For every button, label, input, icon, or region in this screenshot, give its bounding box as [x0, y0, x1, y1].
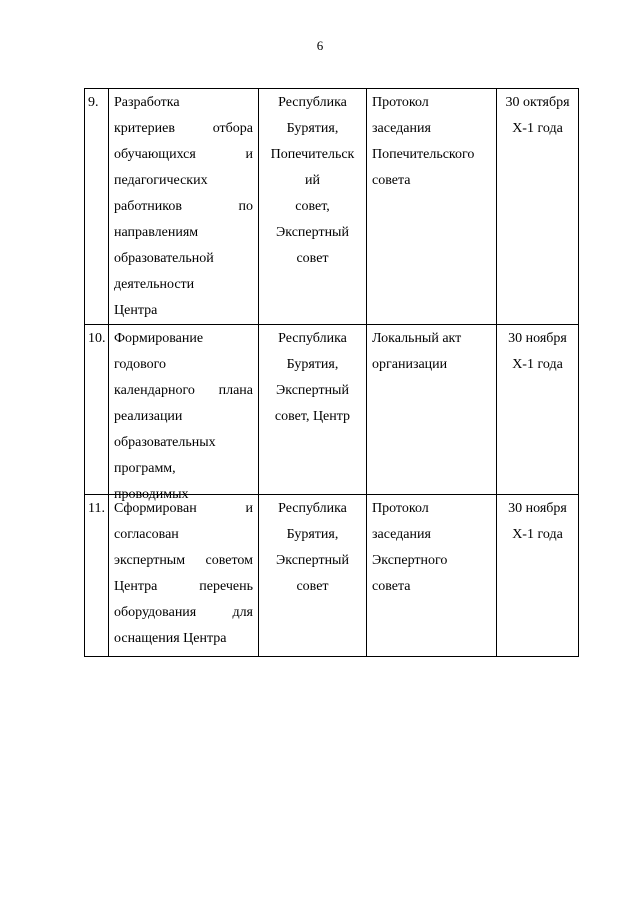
level-cell [259, 325, 367, 495]
document-cell [367, 325, 497, 495]
level-line: совет [296, 579, 329, 594]
document-line: Протокол [372, 95, 429, 110]
row-number: 10. [85, 325, 109, 495]
task-line: деятельности [114, 277, 195, 292]
level-line: Бурятия, [286, 357, 339, 372]
task-line: работников по [114, 199, 253, 214]
level-cell [259, 89, 367, 325]
deadline-line: 30 ноября [508, 501, 567, 516]
level-line: совет [296, 251, 329, 266]
task-line: согласован [114, 527, 179, 542]
level-line: Республика [278, 95, 347, 110]
row-number: 11. [85, 495, 109, 657]
document-line: совета [372, 579, 411, 594]
level-line: Экспертный [276, 553, 349, 568]
task-line: экспертным советом [114, 553, 253, 568]
document-line: заседания [372, 527, 431, 542]
deadline-cell [497, 325, 579, 495]
task-line: проводимых [114, 487, 189, 502]
cell-bottom-spacer [114, 652, 253, 656]
task-line: критериев отбора [114, 121, 253, 136]
level-cell [259, 495, 367, 657]
deadline-line: Х-1 года [512, 121, 563, 136]
level-line: Республика [278, 501, 347, 516]
document-line: Экспертного [372, 553, 448, 568]
task-line: Центра перечень [114, 579, 253, 594]
level-line: Республика [278, 331, 347, 346]
level-line: ий [305, 173, 320, 188]
task-line: обучающихся и [114, 147, 253, 162]
task-line: Центра [114, 303, 158, 318]
task-line: календарного плана [114, 383, 253, 398]
level-line: Экспертный [276, 225, 349, 240]
document-cell [367, 495, 497, 657]
document-line: совета [372, 173, 411, 188]
task-line: образовательной [114, 251, 214, 266]
level-line: Бурятия, [286, 121, 339, 136]
document-line: заседания [372, 121, 431, 136]
task-line: направлениям [114, 225, 199, 240]
task-line: оборудования для [114, 605, 253, 620]
row-number: 9. [85, 89, 109, 325]
document-line: Протокол [372, 501, 429, 516]
task-line: программ, [114, 461, 176, 476]
deadline-line: 30 октября [505, 95, 570, 110]
level-line: Экспертный [276, 383, 349, 398]
page-number: 6 [316, 38, 324, 53]
task-cell [109, 495, 259, 657]
document-line: Локальный акт [372, 331, 462, 346]
document-line: организации [372, 357, 448, 372]
task-line: оснащения Центра [114, 631, 227, 646]
task-line: реализации [114, 409, 183, 424]
table-row [85, 495, 579, 657]
document-cell [367, 89, 497, 325]
level-line: совет, [295, 199, 330, 214]
table-row [85, 325, 579, 495]
table-row [85, 89, 579, 325]
deadline-cell [497, 495, 579, 657]
task-line: Разработка [114, 95, 180, 110]
deadline-line: 30 ноября [508, 331, 567, 346]
level-line: Бурятия, [286, 527, 339, 542]
task-line: Формирование [114, 331, 204, 346]
task-line: педагогических [114, 173, 208, 188]
task-cell [109, 325, 259, 502]
plan-table [84, 88, 579, 657]
level-line: совет, Центр [274, 409, 351, 424]
task-line: годового [114, 357, 167, 372]
deadline-line: Х-1 года [512, 357, 563, 372]
deadline-line: Х-1 года [512, 527, 563, 542]
document-line: Попечительского [372, 147, 475, 162]
level-line: Попечительск [270, 147, 355, 162]
task-cell [109, 89, 259, 325]
task-line: Сформирован и [114, 501, 253, 516]
task-line: образовательных [114, 435, 216, 450]
deadline-cell [497, 89, 579, 325]
